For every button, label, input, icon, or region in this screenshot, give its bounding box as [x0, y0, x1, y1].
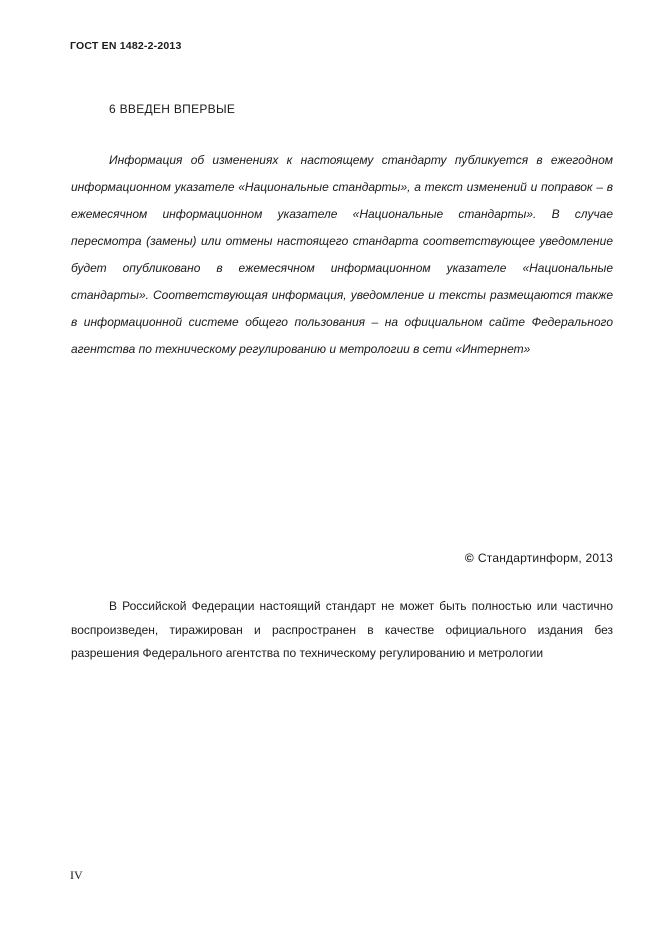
copyright-line — [465, 551, 613, 565]
amendments-info-paragraph: Информация об изменениях к настоящему стандарту публикуется в ежегодном информационном указателе «Национальные стандарты», а текст изменений и поправок – в ежемесячном информационном указателе «Национальные стандарты». В случае пересмотра (замены) или отмены настоящего стандарта соответствующее уведомление будет опубликовано в ежемесячном информационном указателе «Национальные стандарты». Соответствующая информация, уведомление и тексты размещаются также в информационной системе общего пользования – на официальном сайте Федерального агентства по техническому регулированию и метрологии в сети «Интернет» — [71, 153, 613, 356]
section-title: 6 ВВЕДЕН ВПЕРВЫЕ — [109, 102, 236, 116]
document-header-standard-id: ГОСТ EN 1482-2-2013 — [70, 40, 182, 52]
reproduction-rights-paragraph: В Российской Федерации настоящий стандарт не может быть полностью или частично воспроизведен, тиражирован и распространен в качестве официального издания без разрешения Федерального агентства по техническому регулированию и метрологии — [71, 599, 613, 660]
page-number: IV — [70, 868, 83, 882]
copyright-text: Стандартинформ, 2013 — [477, 551, 613, 565]
copyright-icon: © — [464, 551, 474, 565]
